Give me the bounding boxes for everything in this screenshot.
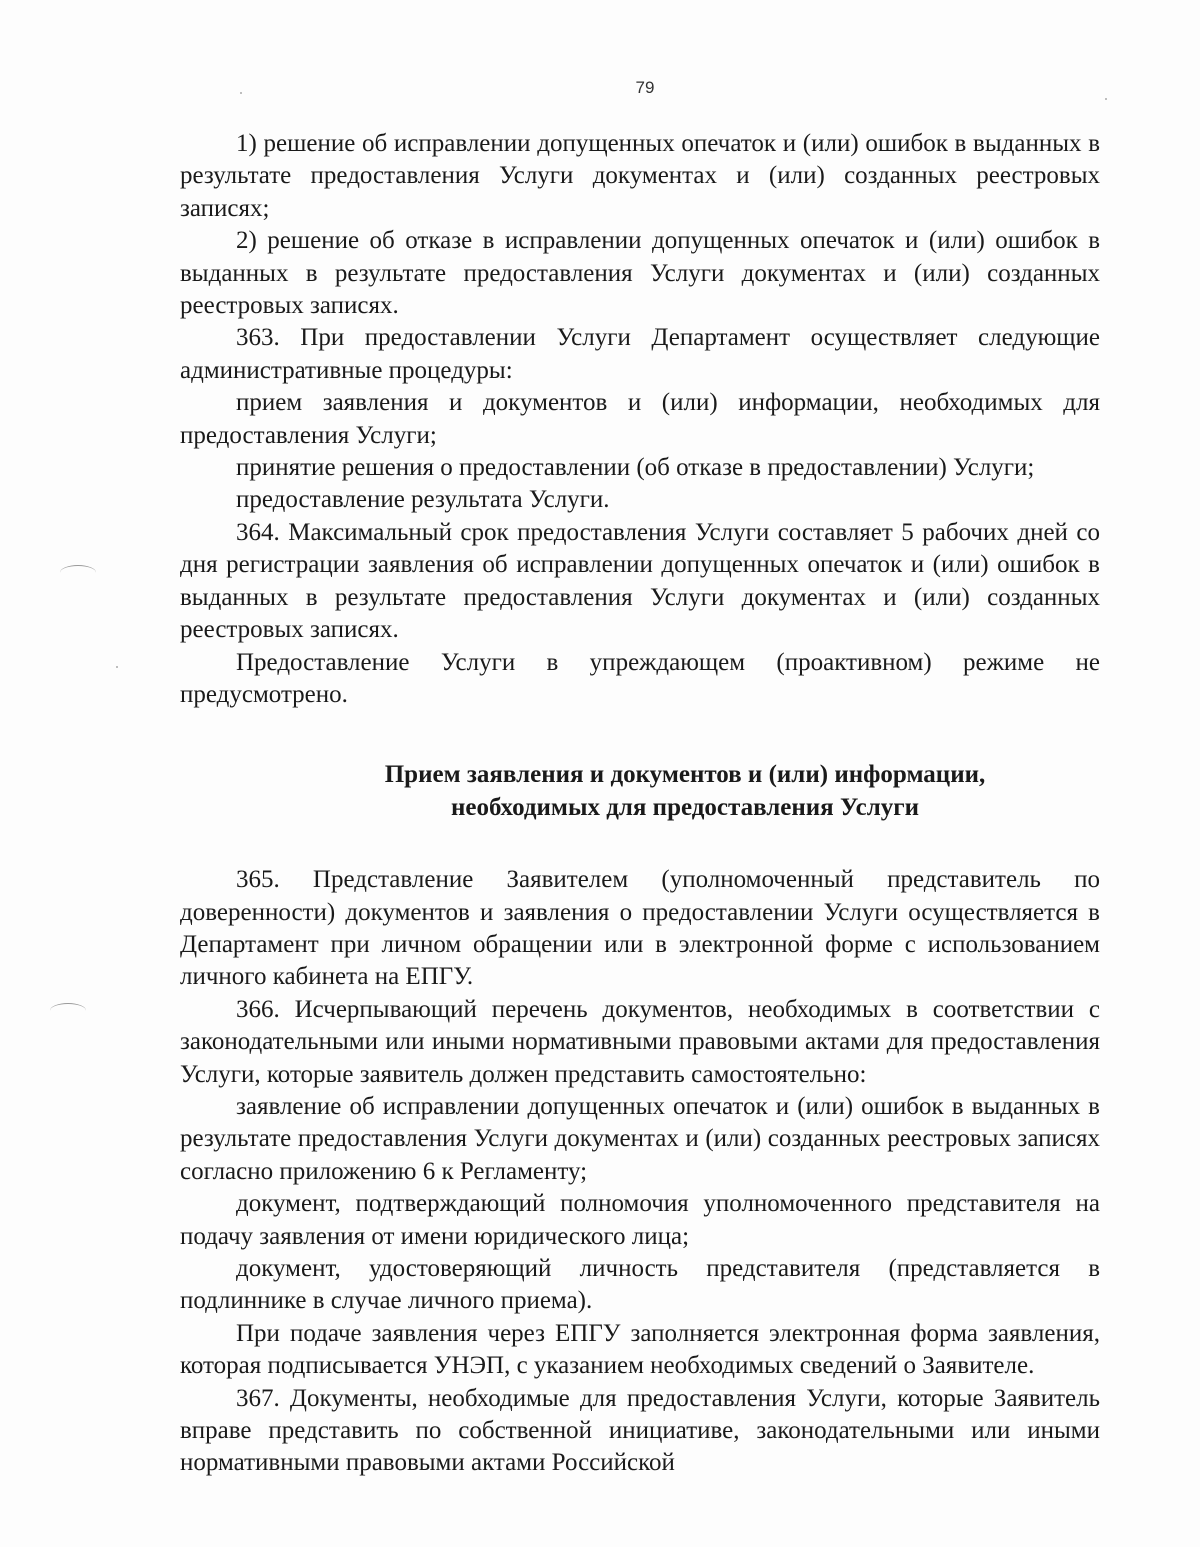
document-body [180,128,1100,1480]
scan-artifact-dot [240,92,242,94]
paragraph: 1) решение об исправлении допущенных опечаток и (или) ошибок в выданных в результате предоставления Услуги документах и (или) созданных реестровых записях; [180,130,1100,222]
paragraph: предоставление результата Услуги. [236,486,610,514]
scan-artifact-dot [116,666,118,668]
page-number: 79 [635,78,655,97]
section-heading-line: Прием заявления и документов и (или) информации, [384,761,986,789]
section-heading-line: необходимых для предоставления Услуги [451,793,919,821]
paragraph: 2) решение об отказе в исправлении допущенных опечаток и (или) ошибок в выданных в результате предоставления Услуги документах и (или) созданных реестровых записях. [180,227,1100,320]
paragraph: При подаче заявления через ЕПГУ заполняется электронная форма заявления, которая подписывается УНЭП, с указанием необходимых сведений о Заявителе. [180,1319,1100,1380]
paragraph: принятие решения о предоставлении (об отказе в предоставлении) Услуги; [236,454,1035,482]
paragraph: документ, удостоверяющий личность представителя (представляется в подлиннике в случае личного приема). [180,1255,1100,1315]
paragraph: 363. При предоставлении Услуги Департамент осуществляет следующие административные процедуры: [180,324,1100,384]
section-heading [180,759,1100,824]
paragraph: Предоставление Услуги в упреждающем (проактивном) режиме не предусмотрено. [180,648,1100,708]
paragraph: 367. Документы, необходимые для предоставления Услуги, которые Заявитель вправе представить по собственной инициативе, законодательными или иными нормативными правовыми актами Российской [180,1384,1100,1477]
paragraph: 364. Максимальный срок предоставления Услуги составляет 5 рабочих дней со дня регистрации заявления об исправлении допущенных опечаток и (или) ошибок в выданных в результате предоставления Услуги документах и (или) созданных реестровых записях. [180,518,1100,644]
paragraph: заявление об исправлении допущенных опечаток и (или) ошибок в выданных в результате предоставления Услуги документах и (или) созданных реестровых записях согласно приложению 6 к Регламенту; [180,1092,1100,1185]
scan-artifact-dot [1105,98,1107,100]
scan-artifact-mark [50,1003,86,1018]
paragraph: 366. Исчерпывающий перечень документов, необходимых в соответствии с законодательными или иными нормативными правовыми актами для предоставления Услуги, которые заявитель должен представить самостоятельно: [180,995,1100,1088]
paragraph: прием заявления и документов и (или) информации, необходимых для предоставления Услуги; [180,389,1100,449]
paragraph: документ, подтверждающий полномочия уполномоченного представителя на подачу заявления от имени юридического лица; [180,1190,1100,1250]
paragraph: 365. Представление Заявителем (уполномоченный представитель по доверенности) документов и заявления о предоставлении Услуги осуществляется в Департамент при личном обращении или в электронной форме с использованием личного кабинета на ЕПГУ. [180,866,1100,991]
scan-artifact-mark [60,565,96,580]
